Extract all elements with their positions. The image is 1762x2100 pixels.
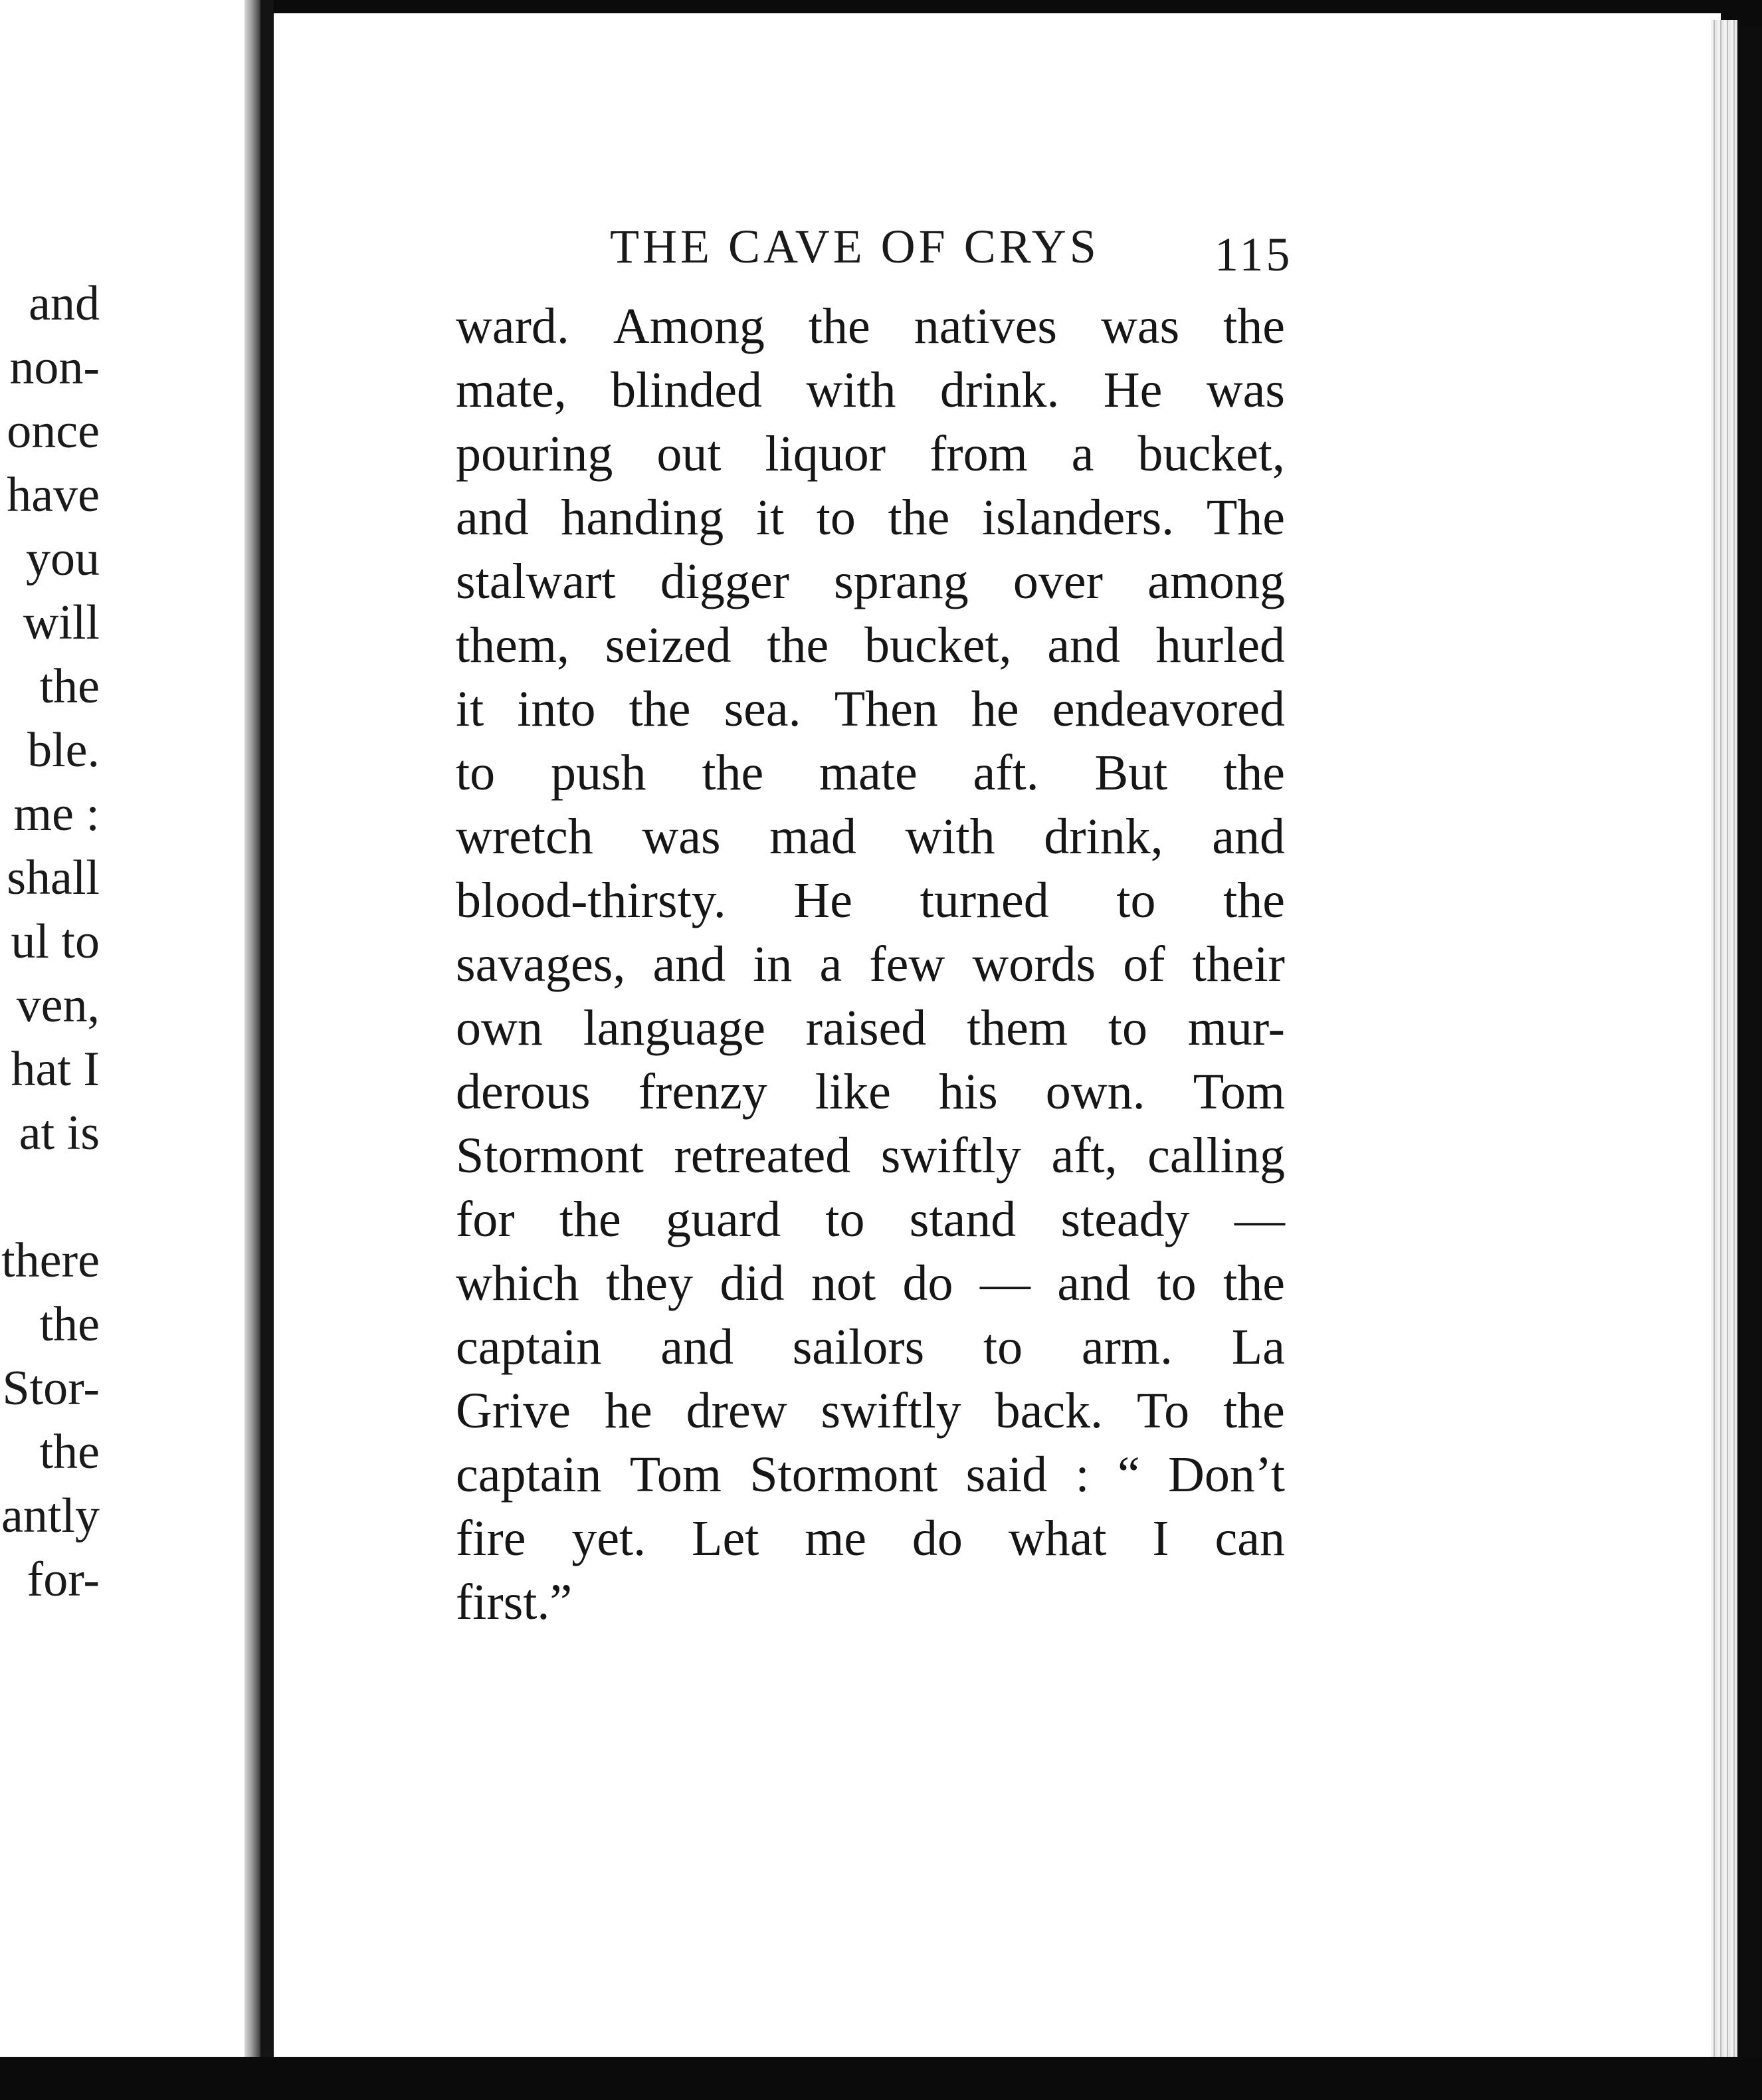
word: “	[1117, 1447, 1140, 1503]
word: with	[806, 362, 896, 418]
text-line	[456, 936, 1285, 999]
previous-page-line: ven,	[16, 978, 100, 1033]
previous-page-line: Stor-	[2, 1361, 100, 1416]
word: back.	[995, 1383, 1104, 1439]
scan-border-bottom	[0, 2057, 1762, 2100]
word: a	[819, 936, 842, 992]
previous-page-line: there	[1, 1233, 100, 1288]
word: he	[971, 681, 1019, 737]
word: sea.	[724, 681, 801, 737]
previous-page-fragment	[0, 0, 247, 2057]
word: —	[979, 1255, 1030, 1311]
previous-page-line: you	[26, 532, 100, 586]
word: it	[456, 681, 484, 737]
word: arm.	[1081, 1319, 1173, 1375]
word: and	[660, 1319, 734, 1375]
word: own.	[1045, 1064, 1145, 1120]
word: for	[456, 1192, 515, 1247]
text-line	[456, 1318, 1285, 1382]
word: —	[1234, 1192, 1285, 1247]
word: drew	[686, 1383, 787, 1439]
word: Stormont	[456, 1128, 644, 1184]
word: aft.	[973, 745, 1039, 801]
text-line	[456, 1510, 1285, 1574]
word: swiftly	[880, 1128, 1021, 1184]
previous-page-line: the	[39, 659, 100, 714]
word: like	[815, 1064, 891, 1120]
previous-page-line: once	[7, 404, 100, 459]
word: first.”	[456, 1574, 573, 1630]
word: sailors	[792, 1319, 925, 1375]
text-line	[456, 298, 1285, 362]
word: the	[767, 617, 829, 673]
word: the	[629, 681, 691, 737]
word: The	[1206, 490, 1285, 546]
text-line	[456, 1574, 1285, 1637]
text-line	[456, 362, 1285, 425]
word: said	[965, 1447, 1048, 1503]
book-gutter-shadow	[245, 0, 260, 2067]
word: push	[550, 745, 646, 801]
word: Among	[613, 298, 765, 354]
word: handing	[561, 490, 724, 546]
word: which	[456, 1255, 579, 1311]
word: the	[888, 490, 950, 546]
word: in	[753, 936, 793, 992]
word: But	[1094, 745, 1168, 801]
word: savages,	[456, 936, 626, 992]
text-line	[456, 1382, 1285, 1446]
word: Don’t	[1168, 1447, 1285, 1503]
word: with	[905, 809, 995, 865]
word: mate	[819, 745, 918, 801]
word: La	[1231, 1319, 1285, 1375]
page-body-text	[456, 298, 1285, 1637]
word: to	[1116, 873, 1156, 928]
word: raised	[805, 1000, 927, 1056]
word: swiftly	[821, 1383, 961, 1439]
word: among	[1147, 554, 1285, 609]
word: steady	[1060, 1192, 1190, 1247]
word: and	[1047, 617, 1121, 673]
book-spine	[260, 0, 274, 2063]
word: the	[559, 1192, 621, 1247]
text-line	[456, 681, 1285, 744]
previous-page-line: non-	[9, 340, 100, 395]
page-stack-edge	[1711, 20, 1737, 2060]
word: frenzy	[638, 1064, 767, 1120]
word: they	[606, 1255, 694, 1311]
word: he	[604, 1383, 652, 1439]
word: mad	[769, 809, 856, 865]
word: He	[1103, 362, 1163, 418]
word: over	[1013, 554, 1103, 609]
word: the	[1223, 298, 1285, 354]
previous-page-line: and	[29, 276, 100, 331]
word: To	[1137, 1383, 1190, 1439]
word: guard	[666, 1192, 781, 1247]
text-line	[456, 1255, 1285, 1318]
word: the	[1223, 873, 1285, 928]
word: from	[929, 426, 1028, 482]
word: a	[1071, 426, 1094, 482]
word: liquor	[765, 426, 886, 482]
word: them,	[456, 617, 569, 673]
previous-page-line: shall	[7, 851, 100, 905]
page-number: 115	[1215, 228, 1293, 281]
previous-page-line: ul to	[11, 914, 100, 969]
word: to	[816, 490, 856, 546]
word: captain	[456, 1447, 602, 1503]
running-head: THE CAVE OF CRYS	[610, 220, 1100, 273]
word: ward.	[456, 298, 569, 354]
word: was	[642, 809, 721, 865]
previous-page-line: me :	[13, 787, 100, 841]
word: can	[1215, 1511, 1285, 1566]
word: islanders.	[982, 490, 1175, 546]
word: his	[938, 1064, 998, 1120]
word: the	[1223, 1255, 1285, 1311]
word: to	[825, 1192, 865, 1247]
text-line	[456, 617, 1285, 681]
word: Grive	[456, 1383, 571, 1439]
word: bucket,	[864, 617, 1012, 673]
previous-page-line: hat I	[11, 1042, 100, 1097]
word: endeavored	[1052, 681, 1285, 737]
word: stand	[909, 1192, 1017, 1247]
word: fire	[456, 1511, 526, 1566]
word: out	[656, 426, 722, 482]
word: to	[983, 1319, 1023, 1375]
word: Then	[834, 681, 938, 737]
previous-page-line: the	[39, 1425, 100, 1479]
text-line	[456, 489, 1285, 553]
word: the	[1223, 1383, 1285, 1439]
word: hurled	[1155, 617, 1285, 673]
word: was	[1206, 362, 1285, 418]
text-line	[456, 1191, 1285, 1255]
previous-page-line: will	[23, 595, 100, 650]
word: to	[1157, 1255, 1197, 1311]
scan-border-right	[1737, 27, 1762, 2100]
word: few	[869, 936, 945, 992]
word: drink.	[939, 362, 1060, 418]
word: Let	[692, 1511, 759, 1566]
word: blood-thirsty.	[456, 873, 726, 928]
word: was	[1100, 298, 1180, 354]
previous-page-line: antly	[1, 1489, 100, 1543]
word: seized	[605, 617, 732, 673]
word: the	[702, 745, 764, 801]
word: their	[1192, 936, 1285, 992]
previous-page-line: at is	[19, 1106, 100, 1160]
word: the	[1223, 745, 1285, 801]
word: do	[902, 1255, 953, 1311]
word: mur-	[1187, 1000, 1285, 1056]
word: bucket,	[1137, 426, 1285, 482]
text-line	[456, 744, 1285, 808]
word: did	[720, 1255, 785, 1311]
word: calling	[1147, 1128, 1285, 1184]
word: derous	[456, 1064, 591, 1120]
word: and	[1057, 1255, 1131, 1311]
word: Tom	[629, 1447, 722, 1503]
word: wretch	[456, 809, 593, 865]
word: what	[1008, 1511, 1107, 1566]
word: to	[1108, 1000, 1147, 1056]
text-line	[456, 872, 1285, 936]
word: own	[456, 1000, 543, 1056]
word: language	[583, 1000, 765, 1056]
word: it	[755, 490, 785, 546]
word: sprang	[834, 554, 969, 609]
text-line	[456, 1446, 1285, 1510]
word: Stormont	[749, 1447, 938, 1503]
word: yet.	[571, 1511, 646, 1566]
text-line	[456, 999, 1285, 1063]
word: Tom	[1193, 1064, 1285, 1120]
word: do	[912, 1511, 963, 1566]
word: :	[1075, 1447, 1090, 1503]
text-line	[456, 425, 1285, 489]
word: them	[967, 1000, 1068, 1056]
word: not	[811, 1255, 876, 1311]
word: the	[808, 298, 870, 354]
word: retreated	[674, 1128, 851, 1184]
previous-page-line: ble.	[27, 723, 100, 778]
word: into	[517, 681, 596, 737]
word: drink,	[1044, 809, 1163, 865]
word: pouring	[456, 426, 613, 482]
word: and	[652, 936, 726, 992]
word: and	[456, 490, 529, 546]
word: aft,	[1051, 1128, 1118, 1184]
text-line	[456, 1127, 1285, 1191]
previous-page-line: have	[7, 468, 100, 522]
word: He	[793, 873, 852, 928]
word: words	[972, 936, 1096, 992]
word: natives	[914, 298, 1057, 354]
word: I	[1152, 1511, 1169, 1566]
word: to	[456, 745, 496, 801]
previous-page-line: for-	[27, 1552, 100, 1607]
word: mate,	[456, 362, 567, 418]
word: blinded	[611, 362, 763, 418]
text-line	[456, 553, 1285, 617]
text-line	[456, 1063, 1285, 1127]
previous-page-line: the	[39, 1297, 100, 1352]
word: stalwart	[456, 554, 616, 609]
word: captain	[456, 1319, 602, 1375]
word: of	[1123, 936, 1165, 992]
word: turned	[920, 873, 1049, 928]
word: and	[1212, 809, 1285, 865]
text-line	[456, 808, 1285, 872]
word: digger	[660, 554, 789, 609]
word: me	[805, 1511, 867, 1566]
